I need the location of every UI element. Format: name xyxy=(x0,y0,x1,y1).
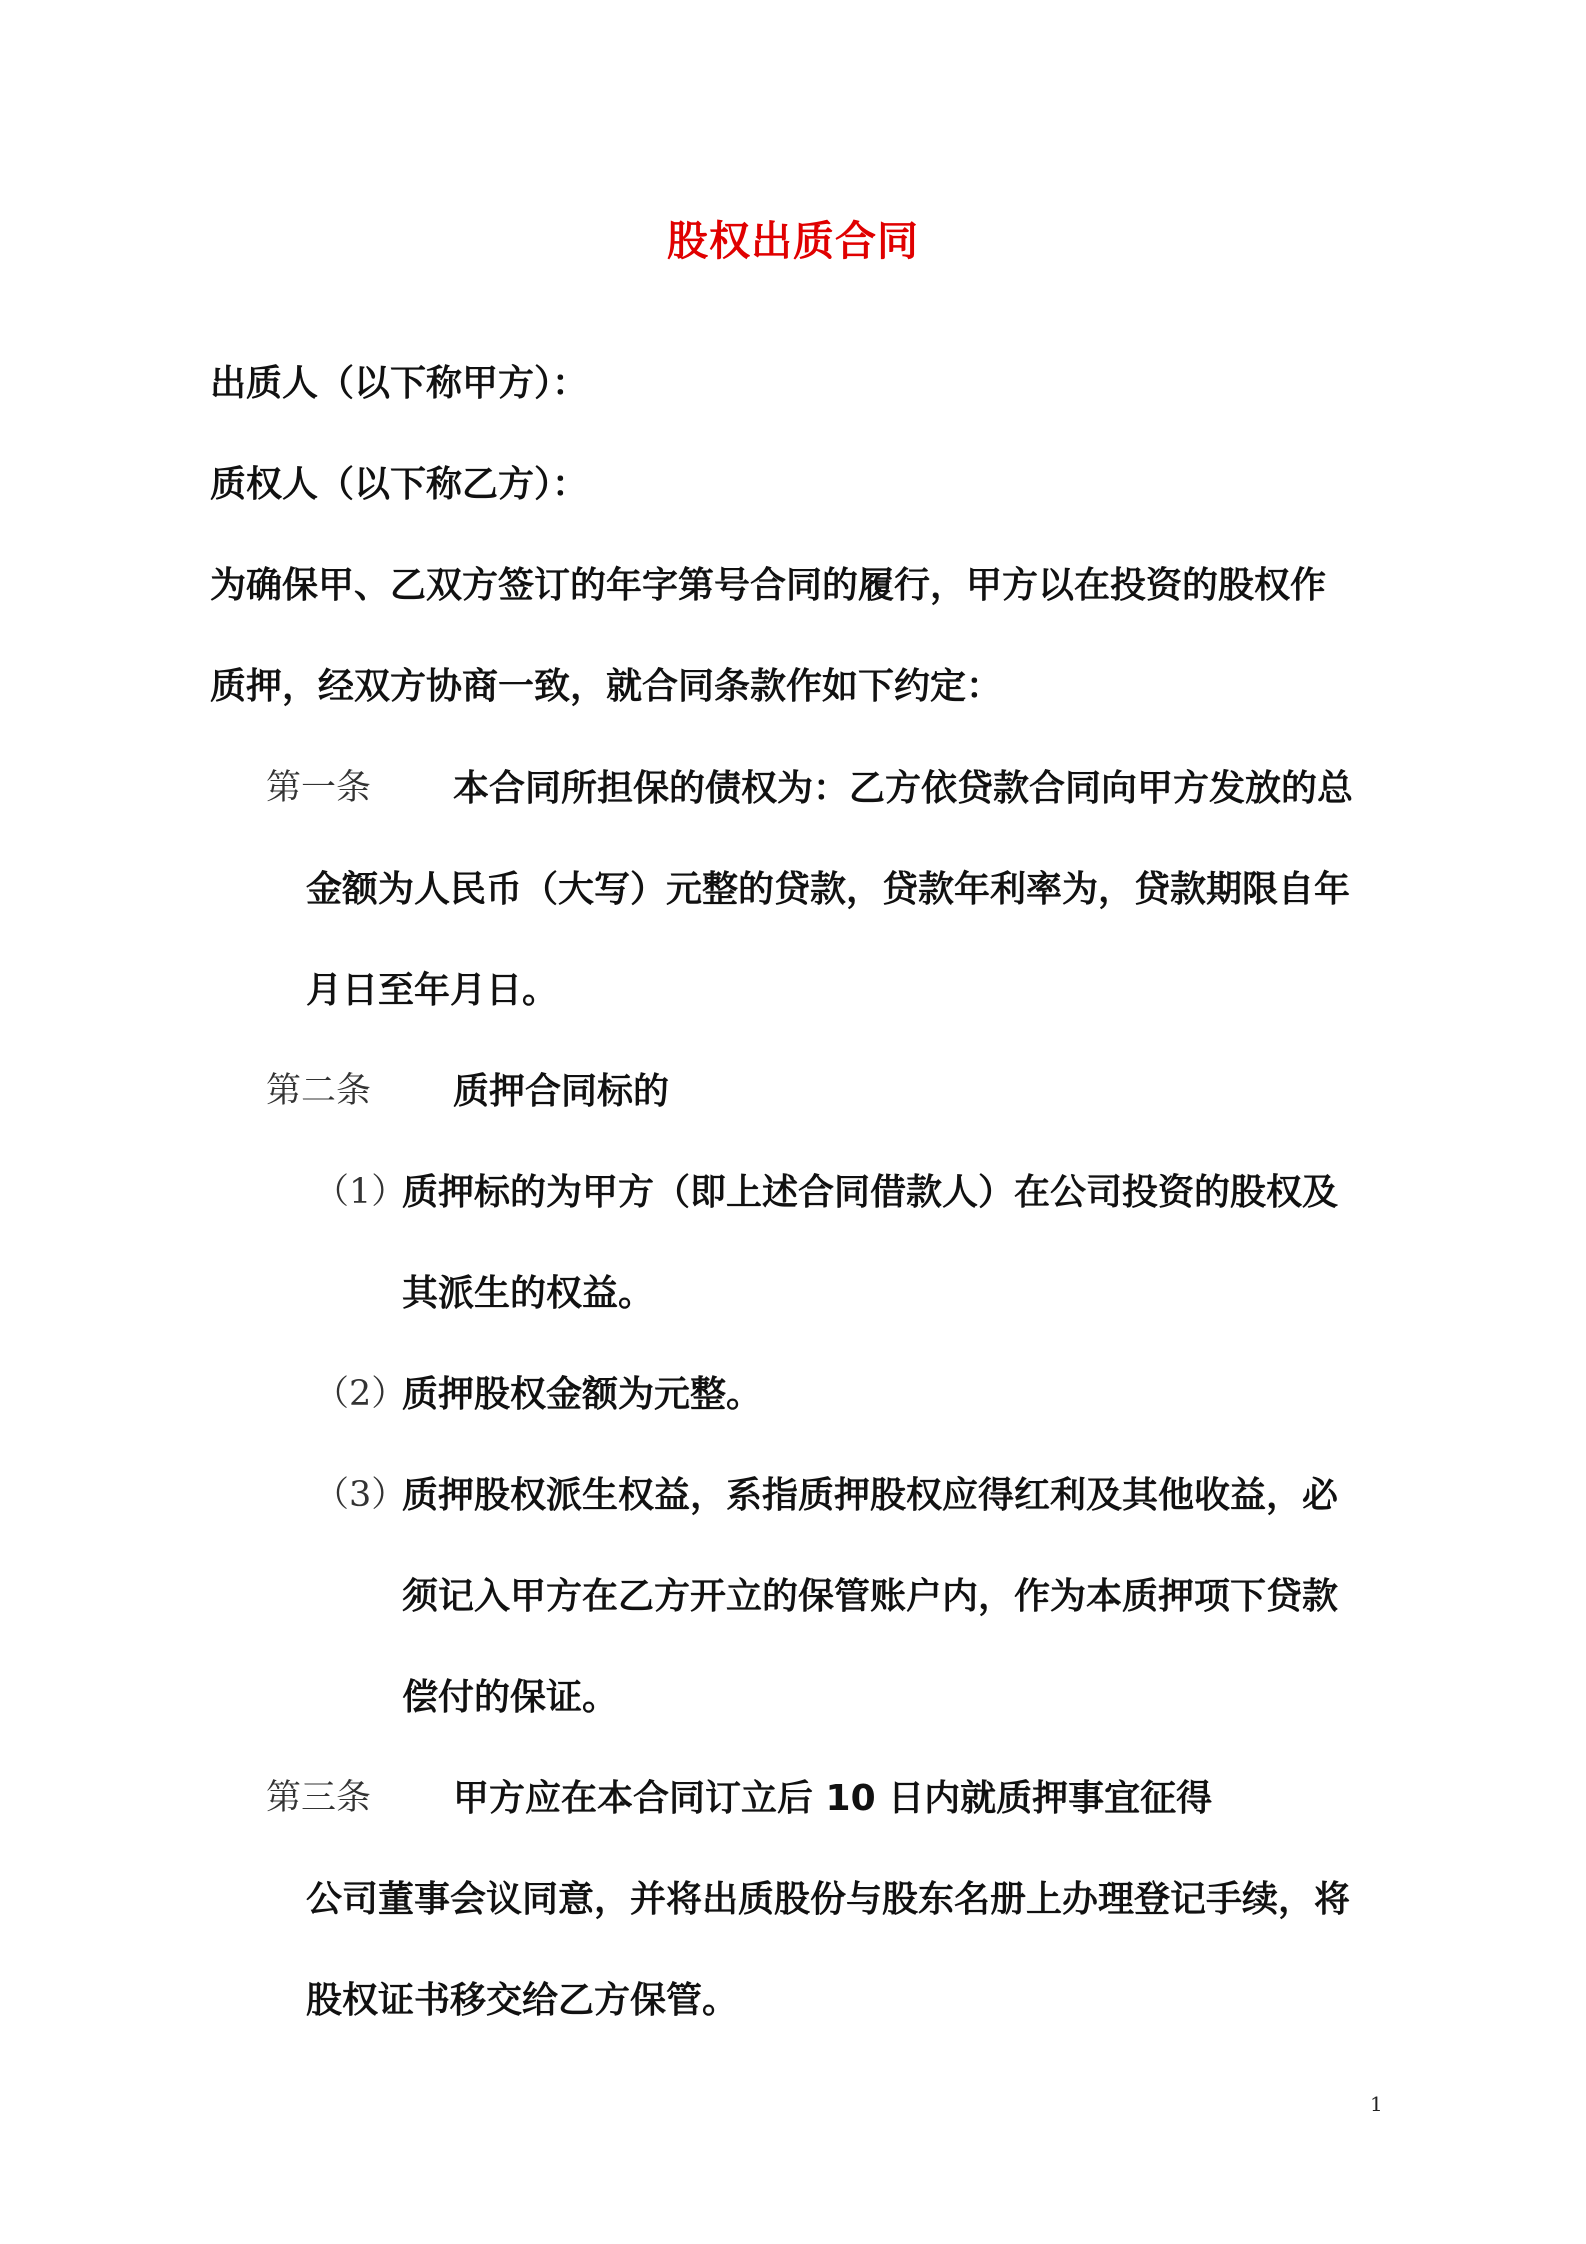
article-2-line-1: 质押合同标的 xyxy=(453,1071,670,1112)
article-2-item-1-label: （1） xyxy=(314,1172,407,1212)
article-1-line-1: 本合同所担保的债权为：乙方依贷款合同向甲方发放的总 xyxy=(453,768,1354,809)
article-2-item-3-label: （3） xyxy=(314,1475,407,1515)
article-3-label: 第三条 xyxy=(266,1778,372,1818)
article-2-label: 第二条 xyxy=(266,1071,372,1111)
pledgee-line: 质权人（以下称乙方）： xyxy=(210,464,589,505)
article-2-item-2-label: （2） xyxy=(314,1374,407,1414)
article-2-item-2-line-1: 质押股权金额为元整。 xyxy=(402,1374,763,1415)
article-3-line-1: 甲方应在本合同订立后 10 日内就质押事宜征得 xyxy=(453,1778,1213,1819)
article-1-label: 第一条 xyxy=(266,768,372,808)
pledgor-line: 出质人（以下称甲方）： xyxy=(210,363,589,404)
article-3-line-2: 公司董事会议同意，并将出质股份与股东名册上办理登记手续，将 xyxy=(306,1879,1351,1920)
article-2-item-3-line-3: 偿付的保证。 xyxy=(402,1677,619,1718)
intro-line-2: 质押，经双方协商一致，就合同条款作如下约定： xyxy=(210,666,1003,707)
article-2-item-3-line-2: 须记入甲方在乙方开立的保管账户内，作为本质押项下贷款 xyxy=(402,1576,1339,1617)
article-2-item-1-line-2: 其派生的权益。 xyxy=(402,1273,655,1314)
article-2-item-1-line-1: 质押标的为甲方（即上述合同借款人）在公司投资的股权及 xyxy=(402,1172,1339,1213)
article-2-item-3-line-1: 质押股权派生权益，系指质押股权应得红利及其他收益，必 xyxy=(402,1475,1339,1516)
document-title: 股权出质合同 xyxy=(667,217,919,265)
intro-line-1: 为确保甲、乙双方签订的年字第号合同的履行，甲方以在投资的股权作 xyxy=(210,565,1327,606)
article-1-line-3: 月日至年月日。 xyxy=(306,970,559,1011)
article-1-line-2: 金额为人民币（大写）元整的贷款，贷款年利率为，贷款期限自年 xyxy=(306,869,1351,910)
page-number: 1 xyxy=(1370,2092,1383,2116)
article-3-line-3: 股权证书移交给乙方保管。 xyxy=(306,1980,739,2021)
